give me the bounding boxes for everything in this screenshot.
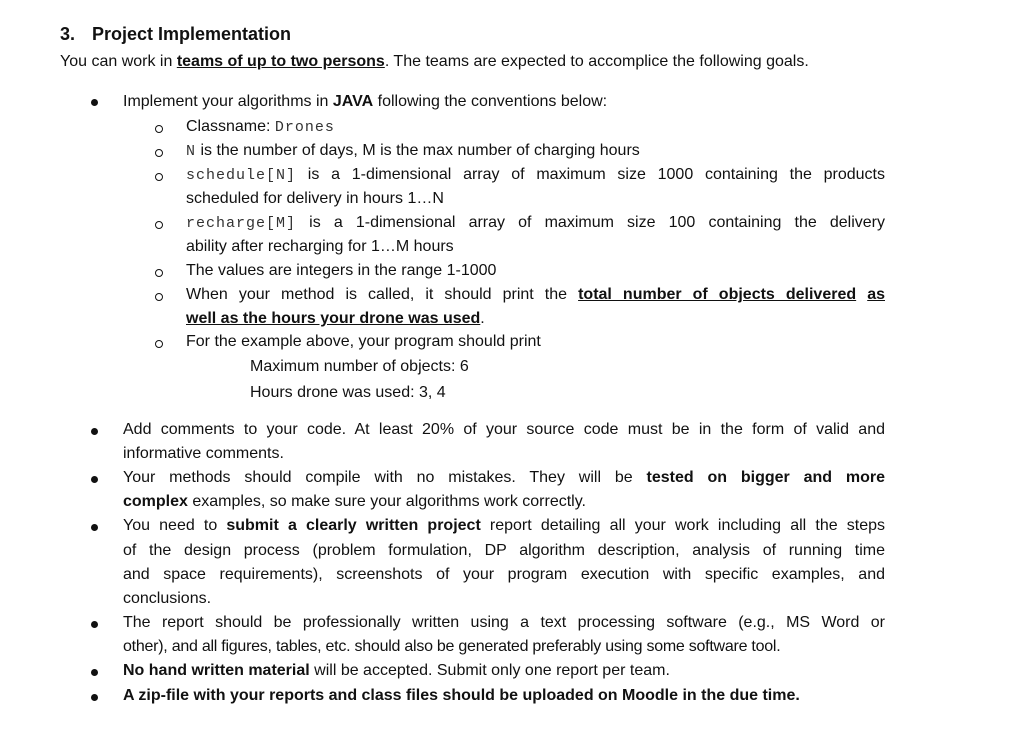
bullet-icon (91, 476, 98, 483)
code-n: N (186, 143, 197, 160)
bullet-icon (91, 99, 98, 106)
section-heading (60, 24, 291, 45)
sub-item-print-cont (186, 310, 485, 328)
sub-item-recharge (186, 214, 885, 232)
sub-bullet-icon (155, 269, 163, 277)
bullet-no-handwritten (123, 662, 670, 680)
bullet-icon (91, 428, 98, 435)
text: is a 1-dimensional array of maximum size 1000 containing the products (296, 166, 885, 183)
bullet-comments-cont: informative comments. (123, 445, 284, 462)
example-output-line: Maximum number of objects: 6 (250, 358, 469, 375)
bullet-report (123, 517, 885, 535)
sub-item-n (186, 142, 640, 160)
sub-bullet-icon (155, 340, 163, 348)
text: will be accepted. Submit only one report per team. (309, 662, 670, 679)
report-emphasis: submit a clearly written project (226, 517, 481, 534)
intro-text-post: . The teams are expected to accomplice the following goals. (384, 53, 809, 70)
language-emphasis: JAVA (332, 93, 374, 110)
text: examples, so make sure your algorithms work correctly. (187, 493, 586, 510)
sub-item-print (186, 286, 885, 304)
intro-paragraph (60, 53, 809, 71)
sub-item-schedule (186, 166, 885, 184)
text: Your methods should compile with no mistakes. They will be (123, 469, 647, 486)
print-emphasis: well as the hours your drone was used (186, 310, 481, 327)
sub-bullet-icon (155, 293, 163, 301)
bullet-icon (91, 524, 98, 531)
text: Implement your algorithms in (123, 93, 333, 110)
code-recharge: recharge[M] (186, 215, 297, 232)
text: report detailing all your work including all the steps (480, 517, 885, 534)
bullet-zip-upload: A zip-file with your reports and class files should be uploaded on Moodle in the due time. (123, 687, 800, 704)
code-classname: Drones (274, 119, 335, 136)
text (856, 286, 867, 303)
text: Classname: (186, 118, 275, 135)
bullet-comments: Add comments to your code. At least 20% of your source code must be in the form of valid and (123, 421, 885, 438)
print-emphasis: as (867, 286, 885, 303)
bullet-report-cont: and space requirements), screenshots of your program execution with specific examples, and (123, 566, 885, 583)
text: When your method is called, it should print the (186, 286, 579, 303)
text: . (480, 310, 485, 327)
sub-item-values: The values are integers in the range 1-1000 (186, 262, 497, 279)
code-schedule: schedule[N] (186, 167, 297, 184)
sub-bullet-icon (155, 149, 163, 157)
text: following the conventions below: (373, 93, 608, 110)
bullet-report-cont: of the design process (problem formulation, DP algorithm description, analysis of running time (123, 542, 885, 559)
text: You need to (123, 517, 227, 534)
sub-item-example: For the example above, your program should print (186, 333, 541, 350)
text: is a 1-dimensional array of maximum size 100 containing the delivery (296, 214, 885, 231)
bullet-report-cont: conclusions. (123, 590, 212, 607)
print-emphasis: total number of objects delivered (578, 286, 857, 303)
bullet-icon (91, 694, 98, 701)
sub-bullet-icon (155, 125, 163, 133)
bullet-compile-cont (123, 493, 586, 511)
section-number: 3. (60, 24, 76, 44)
sub-bullet-icon (155, 173, 163, 181)
compile-emphasis: complex (123, 493, 188, 510)
intro-text-pre: You can work in (60, 53, 177, 70)
sub-item-schedule-cont: scheduled for delivery in hours 1…N (186, 190, 444, 207)
sub-item-recharge-cont: ability after recharging for 1…M hours (186, 238, 454, 255)
compile-emphasis: tested on bigger and more (646, 469, 885, 486)
bullet-professional-cont: other), and all figures, tables, etc. should also be generated preferably using some software tool. (123, 638, 781, 655)
example-output-line: Hours drone was used: 3, 4 (250, 384, 446, 401)
section-title: Project Implementation (92, 24, 292, 44)
handwritten-emphasis: No hand written material (123, 662, 310, 679)
bullet-professional: The report should be professionally written using a text processing software (e.g., MS Word or (123, 614, 885, 631)
bullet-icon (91, 621, 98, 628)
text: is the number of days, M is the max number of charging hours (196, 142, 640, 159)
bullet-icon (91, 669, 98, 676)
intro-emphasis: teams of up to two persons (176, 53, 385, 70)
sub-item-classname (186, 118, 335, 136)
sub-bullet-icon (155, 221, 163, 229)
bullet-compile (123, 469, 885, 487)
bullet-implement (123, 93, 607, 111)
